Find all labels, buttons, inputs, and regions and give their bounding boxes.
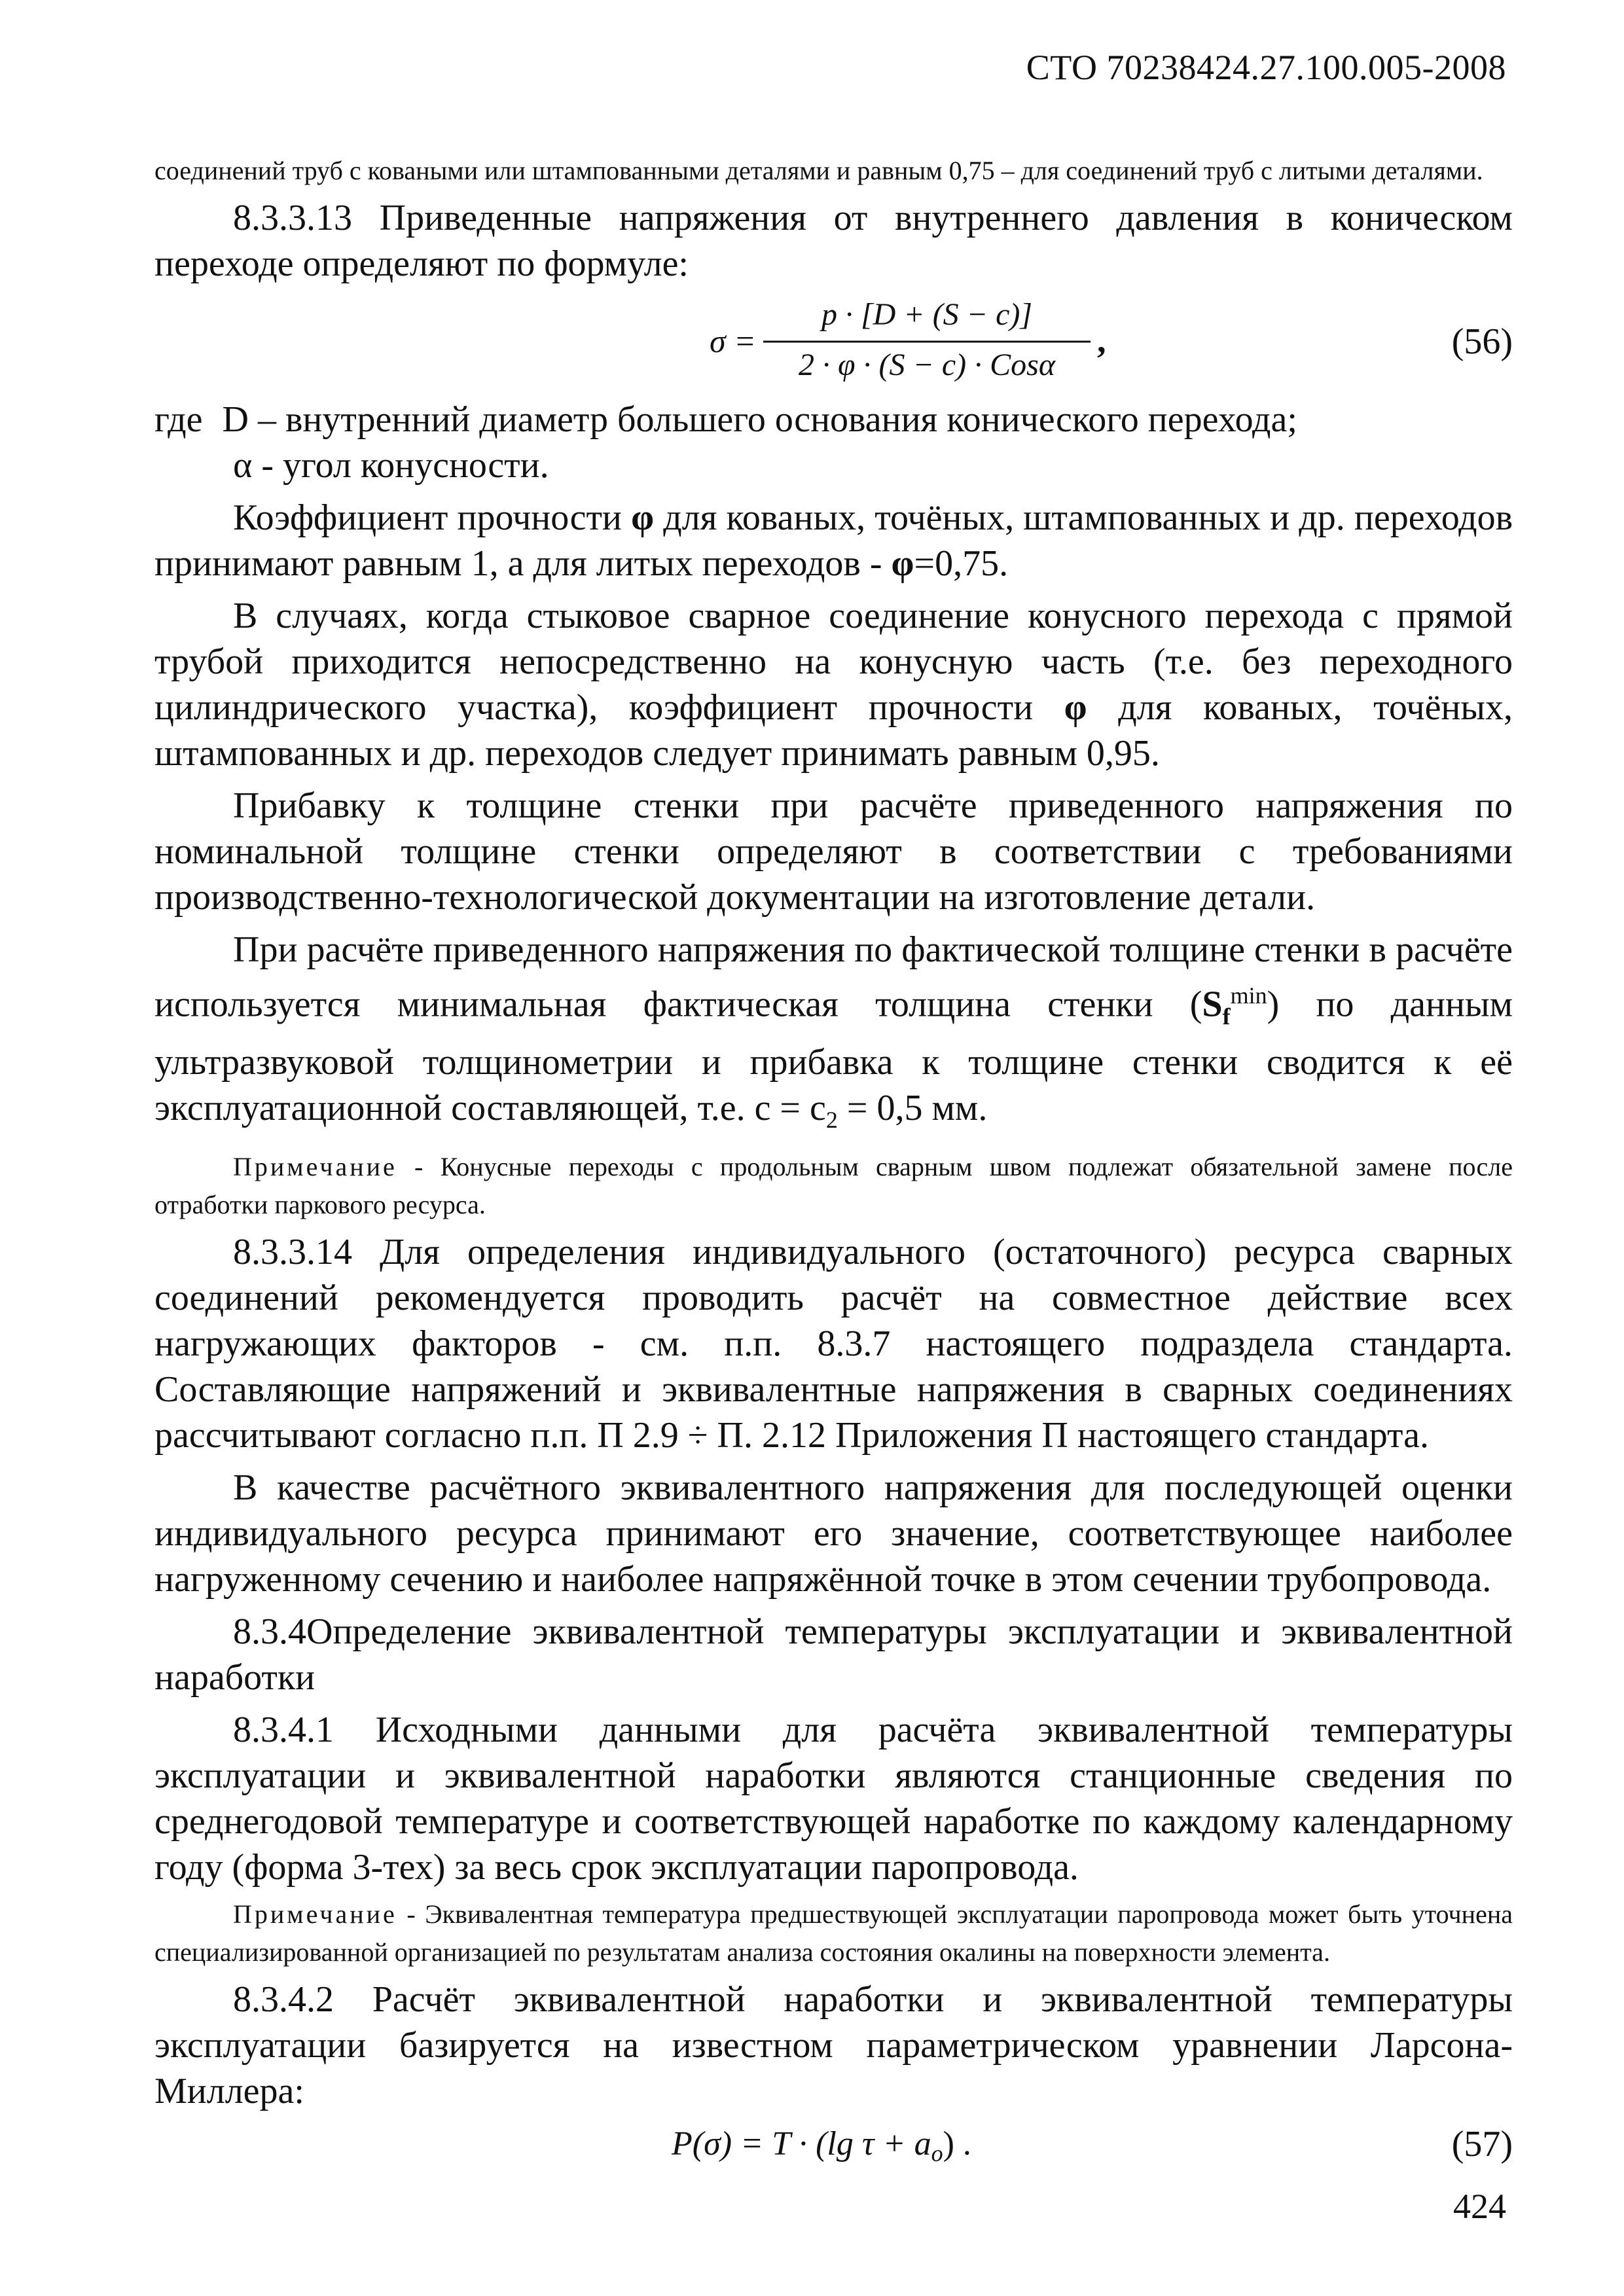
paragraph-strength-coefficient [154, 495, 1513, 586]
text-span: для кованых, точёных, штампованных и др. переходов принимают равным 1, а для литых переходов - [154, 497, 1513, 584]
paragraph-8-3-4-1: 8.3.4.1 Исходными данными для расчёта эквивалентной температуры эксплуатации и эквивалентной наработки являются станционные сведения по среднегодовой температуре и соответствующей наработке по каждому календарному году (форма 3-тех) за весь срок эксплуатации паропровода. [154, 1710, 1513, 1888]
formula-57-close: ) . [943, 2125, 971, 2163]
equation-number-56: (56) [1451, 321, 1513, 362]
text-span: Коэффициент прочности [233, 497, 622, 538]
where-word: где [154, 399, 203, 440]
formula-57-expression [671, 2125, 971, 2166]
formula-56 [154, 287, 1513, 397]
note-label: Примечание [233, 1152, 397, 1182]
phi-symbol: φ [891, 543, 914, 584]
paragraph-wall-allowance: Прибавку к толщине стенки при расчёте приведенного напряжения по номинальной толщине стенки определяют в соответствии с требованиями производственно-технологической документации на изготовление детали. [154, 785, 1513, 918]
definition-d [154, 397, 1513, 442]
text-span: ) по данным ультразвуковой толщинометрии и прибавка к толщине стенки сводится к её эксплуатационной составляющей, т.е. c = c [154, 984, 1513, 1128]
page-number: 424 [1453, 2187, 1506, 2226]
formula-56-lhs: σ = [710, 323, 756, 359]
text-span: = 0,5 мм. [837, 1087, 988, 1128]
phi-symbol: φ [631, 497, 655, 538]
text-span: =0,75. [914, 543, 1009, 584]
page-content [154, 152, 1513, 2174]
s-subscript: f [1222, 1003, 1231, 1030]
s-superscript: min [1230, 982, 1267, 1009]
section-heading-8-3-4: 8.3.4Определение эквивалентной температуры эксплуатации и эквивалентной наработки [154, 1611, 1513, 1698]
c-subscript: 2 [825, 1107, 838, 1134]
text-span: В случаях, когда стыковое сварное соединение конусного перехода с прямой трубой приходится непосредственно на конусную часть (т.е. без переходного цилиндрического участка), коэффициент прочности [154, 596, 1513, 728]
note-text: - Конусные переходы с продольным сварным швом подлежат обязательной замене после отработки паркового ресурса. [154, 1152, 1513, 1220]
formula-57-main: P(σ) = T · (lg τ + a [672, 2125, 931, 2163]
formula-56-comma: , [1097, 321, 1106, 360]
paragraph-butt-weld [154, 593, 1513, 776]
paragraph-8-3-3-13: 8.3.3.13 Приведенные напряжения от внутреннего давления в коническом переходе определяют по формуле: [154, 198, 1513, 284]
paragraph-actual-thickness [154, 927, 1513, 1143]
note-conical-transitions [154, 1148, 1513, 1224]
text-span: для кованых, точёных, штампованных и др. переходов следует принимать равным 0,95. [154, 687, 1513, 774]
formula-57-row [154, 2114, 1513, 2174]
formula-56-numerator: p · [D + (S − c)] [821, 297, 1033, 332]
phi-symbol: φ [1064, 687, 1087, 728]
formula-57 [154, 2114, 1513, 2174]
note-equivalent-temperature [154, 1895, 1513, 1971]
formula-56-row [154, 287, 1513, 397]
equation-number-57: (57) [1451, 2124, 1513, 2165]
formula-57-subscript: o [931, 2140, 943, 2167]
definition-d-text: D – внутренний диаметр большего основания конического перехода; [222, 399, 1297, 440]
s-symbol: S [1202, 984, 1223, 1025]
paragraph-equivalent-stress: В качестве расчётного эквивалентного напряжения для последующей оценки индивидуального ресурса принимают его значение, соответствующее наиболее нагруженному сечению и наиболее напряжённой точке в этом сечении трубопровода. [154, 1467, 1513, 1600]
standard-code-header: СТО 70238424.27.100.005-2008 [1026, 48, 1506, 87]
paragraph-continuation: соединений труб с коваными или штампованными деталями и равным 0,75 – для соединений труб с литыми деталями. [154, 156, 1483, 185]
paragraph-8-3-3-14: 8.3.3.14 Для определения индивидуального (остаточного) ресурса сварных соединений рекомендуется проводить расчёт на совместное действие всех нагружающих факторов - см. п.п. 8.3.7 настоящего подраздела стандарта. Составляющие напряжений и эквивалентные напряжения в сварных соединениях рассчитывают согласно п.п. П 2.9 ÷ П. 2.12 Приложения П настоящего стандарта. [154, 1232, 1513, 1456]
note-text: - Эквивалентная температура предшествующей эксплуатации паропровода может быть уточнена специализированной организацией по результатам анализа состояния окалины на поверхности элемента. [154, 1899, 1513, 1967]
text-span: При расчёте приведенного напряжения по фактической толщине стенки в расчёте используется минимальная фактическая толщина стенки ( [154, 929, 1513, 1025]
note-label: Примечание [233, 1899, 397, 1929]
paragraph-8-3-4-2: 8.3.4.2 Расчёт эквивалентной наработки и эквивалентной температуры эксплуатации базируется на известном параметрическом уравнении Ларсона-Миллера: [154, 1979, 1513, 2112]
definition-alpha: α - угол конусности. [233, 445, 549, 486]
formula-56-denominator: 2 · φ · (S − c) · Cosα [798, 348, 1056, 382]
